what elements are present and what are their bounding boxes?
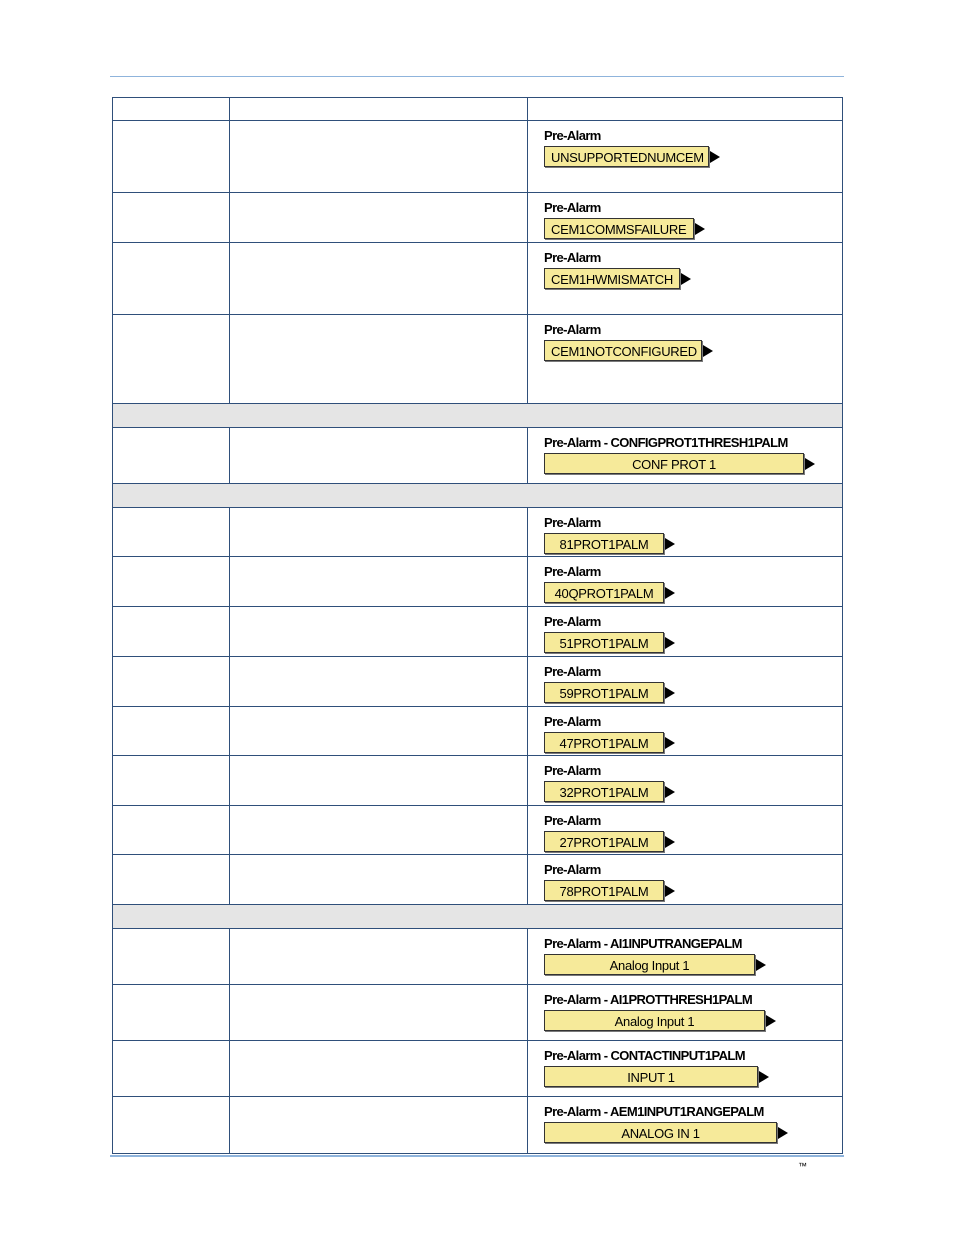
row-name-cell: [113, 557, 230, 607]
logic-block-title: Pre-Alarm: [544, 128, 601, 143]
row-description-cell: [230, 508, 528, 557]
table-row: [113, 607, 843, 657]
logic-block-title: Pre-Alarm - AEM1INPUT1RANGEPALM: [544, 1104, 764, 1119]
logic-block-title: Pre-Alarm: [544, 862, 601, 877]
row-description-cell: [230, 557, 528, 607]
row-name-cell: [113, 1041, 230, 1097]
logic-block-body: [544, 781, 842, 802]
logic-block-title: Pre-Alarm: [544, 322, 601, 337]
row-name-cell: [113, 607, 230, 657]
output-arrow-icon: [695, 223, 705, 235]
row-description-cell: [230, 806, 528, 855]
logic-block: [544, 756, 842, 802]
row-name-cell: [113, 929, 230, 985]
table-row: [113, 121, 843, 193]
logic-block: [544, 1097, 842, 1143]
logic-output-box: ANALOG IN 1: [544, 1122, 777, 1143]
table-header-row: [113, 98, 843, 121]
output-arrow-icon: [778, 1127, 788, 1139]
alarm-table: [112, 97, 843, 1154]
row-logic-cell: [528, 1097, 843, 1154]
output-arrow-icon: [665, 737, 675, 749]
output-arrow-icon: [756, 959, 766, 971]
logic-block-body: [544, 1122, 842, 1143]
header-cell-1: [113, 98, 230, 121]
logic-block-body: [544, 682, 842, 703]
row-name-cell: [113, 315, 230, 404]
logic-block: [544, 855, 842, 901]
section-header-row: [113, 484, 843, 508]
logic-block-body: [544, 831, 842, 852]
row-description-cell: [230, 657, 528, 707]
logic-output-box: UNSUPPORTEDNUMCEM: [544, 146, 709, 167]
footer-rule: [110, 1155, 844, 1157]
logic-output-box: 32PROT1PALM: [544, 781, 664, 802]
logic-block-title: Pre-Alarm - AI1INPUTRANGEPALM: [544, 936, 742, 951]
logic-block: [544, 243, 842, 289]
row-description-cell: [230, 607, 528, 657]
row-name-cell: [113, 855, 230, 905]
section-header-cell: [113, 404, 843, 428]
logic-block-body: [544, 453, 842, 474]
table-row: [113, 707, 843, 756]
row-name-cell: [113, 508, 230, 557]
logic-block-title: Pre-Alarm: [544, 564, 601, 579]
trademark-symbol: ™: [798, 1161, 807, 1171]
logic-output-box: 40QPROT1PALM: [544, 582, 664, 603]
table-row: [113, 243, 843, 315]
logic-block-title: Pre-Alarm - CONTACTINPUT1PALM: [544, 1048, 745, 1063]
logic-output-box: 27PROT1PALM: [544, 831, 664, 852]
output-arrow-icon: [665, 687, 675, 699]
logic-block-title: Pre-Alarm: [544, 250, 601, 265]
logic-block-title: Pre-Alarm: [544, 614, 601, 629]
logic-output-box: 81PROT1PALM: [544, 533, 664, 554]
logic-output-box: CEM1HWMISMATCH: [544, 268, 680, 289]
table-row: [113, 315, 843, 404]
logic-block: [544, 315, 842, 361]
row-logic-cell: [528, 985, 843, 1041]
output-arrow-icon: [665, 885, 675, 897]
logic-block-body: [544, 146, 842, 167]
logic-block-body: [544, 340, 842, 361]
logic-block: [544, 428, 842, 474]
row-logic-cell: [528, 121, 843, 193]
logic-block: [544, 929, 842, 975]
logic-block-body: [544, 880, 842, 901]
table-row: [113, 855, 843, 905]
logic-block: [544, 657, 842, 703]
row-logic-cell: [528, 929, 843, 985]
row-name-cell: [113, 428, 230, 484]
logic-block: [544, 193, 842, 239]
logic-block: [544, 1041, 842, 1087]
header-cell-3: [528, 98, 843, 121]
logic-output-box: CEM1COMMSFAILURE: [544, 218, 694, 239]
logic-block-title: Pre-Alarm: [544, 813, 601, 828]
output-arrow-icon: [665, 637, 675, 649]
section-header-row: [113, 905, 843, 929]
logic-block-title: Pre-Alarm: [544, 200, 601, 215]
output-arrow-icon: [759, 1071, 769, 1083]
table-row: [113, 806, 843, 855]
table-row: [113, 657, 843, 707]
logic-block-body: [544, 582, 842, 603]
row-logic-cell: [528, 707, 843, 756]
row-description-cell: [230, 929, 528, 985]
section-header-cell: [113, 905, 843, 929]
row-logic-cell: [528, 557, 843, 607]
logic-block-body: [544, 1010, 842, 1031]
logic-output-box: CONF PROT 1: [544, 453, 804, 474]
row-logic-cell: [528, 806, 843, 855]
row-logic-cell: [528, 243, 843, 315]
logic-output-box: 59PROT1PALM: [544, 682, 664, 703]
row-logic-cell: [528, 193, 843, 243]
logic-block-body: [544, 218, 842, 239]
row-description-cell: [230, 193, 528, 243]
logic-output-box: Analog Input 1: [544, 954, 755, 975]
row-name-cell: [113, 121, 230, 193]
logic-block: [544, 557, 842, 603]
logic-block: [544, 985, 842, 1031]
row-name-cell: [113, 657, 230, 707]
output-arrow-icon: [805, 458, 815, 470]
row-logic-cell: [528, 315, 843, 404]
row-description-cell: [230, 1097, 528, 1154]
row-name-cell: [113, 1097, 230, 1154]
logic-block: [544, 806, 842, 852]
row-logic-cell: [528, 508, 843, 557]
row-description-cell: [230, 756, 528, 806]
logic-output-box: 51PROT1PALM: [544, 632, 664, 653]
table-row: [113, 929, 843, 985]
logic-block-body: [544, 268, 842, 289]
row-logic-cell: [528, 428, 843, 484]
logic-block-title: Pre-Alarm: [544, 664, 601, 679]
header-rule: [110, 76, 844, 77]
row-name-cell: [113, 985, 230, 1041]
row-logic-cell: [528, 607, 843, 657]
row-description-cell: [230, 707, 528, 756]
row-logic-cell: [528, 855, 843, 905]
header-cell-2: [230, 98, 528, 121]
row-description-cell: [230, 1041, 528, 1097]
logic-output-box: Analog Input 1: [544, 1010, 765, 1031]
logic-block: [544, 121, 842, 167]
logic-block-body: [544, 732, 842, 753]
row-name-cell: [113, 193, 230, 243]
row-description-cell: [230, 985, 528, 1041]
output-arrow-icon: [665, 786, 675, 798]
row-description-cell: [230, 243, 528, 315]
logic-block: [544, 508, 842, 554]
logic-block-title: Pre-Alarm: [544, 515, 601, 530]
logic-block-title: Pre-Alarm: [544, 763, 601, 778]
table-row: [113, 193, 843, 243]
logic-block: [544, 607, 842, 653]
logic-output-box: 78PROT1PALM: [544, 880, 664, 901]
row-name-cell: [113, 806, 230, 855]
row-description-cell: [230, 428, 528, 484]
section-header-row: [113, 404, 843, 428]
logic-block-title: Pre-Alarm: [544, 714, 601, 729]
table-row: [113, 985, 843, 1041]
output-arrow-icon: [665, 587, 675, 599]
logic-output-box: CEM1NOTCONFIGURED: [544, 340, 702, 361]
table-row: [113, 1041, 843, 1097]
table-row: [113, 1097, 843, 1154]
row-logic-cell: [528, 1041, 843, 1097]
logic-output-box: 47PROT1PALM: [544, 732, 664, 753]
row-name-cell: [113, 756, 230, 806]
alarm-table-body: [113, 98, 843, 1154]
table-row: [113, 557, 843, 607]
logic-block-title: Pre-Alarm - AI1PROTTHRESH1PALM: [544, 992, 753, 1007]
logic-block-body: [544, 1066, 842, 1087]
logic-block-body: [544, 533, 842, 554]
section-header-cell: [113, 484, 843, 508]
output-arrow-icon: [710, 151, 720, 163]
output-arrow-icon: [766, 1015, 776, 1027]
row-name-cell: [113, 707, 230, 756]
row-logic-cell: [528, 657, 843, 707]
logic-block-body: [544, 954, 842, 975]
row-description-cell: [230, 121, 528, 193]
logic-block-body: [544, 632, 842, 653]
logic-output-box: INPUT 1: [544, 1066, 758, 1087]
logic-block-title: Pre-Alarm - CONFIGPROT1THRESH1PALM: [544, 435, 788, 450]
table-row: [113, 756, 843, 806]
row-name-cell: [113, 243, 230, 315]
row-description-cell: [230, 315, 528, 404]
table-row: [113, 428, 843, 484]
row-logic-cell: [528, 756, 843, 806]
output-arrow-icon: [665, 836, 675, 848]
output-arrow-icon: [703, 345, 713, 357]
logic-block: [544, 707, 842, 753]
table-row: [113, 508, 843, 557]
row-description-cell: [230, 855, 528, 905]
output-arrow-icon: [681, 273, 691, 285]
output-arrow-icon: [665, 538, 675, 550]
